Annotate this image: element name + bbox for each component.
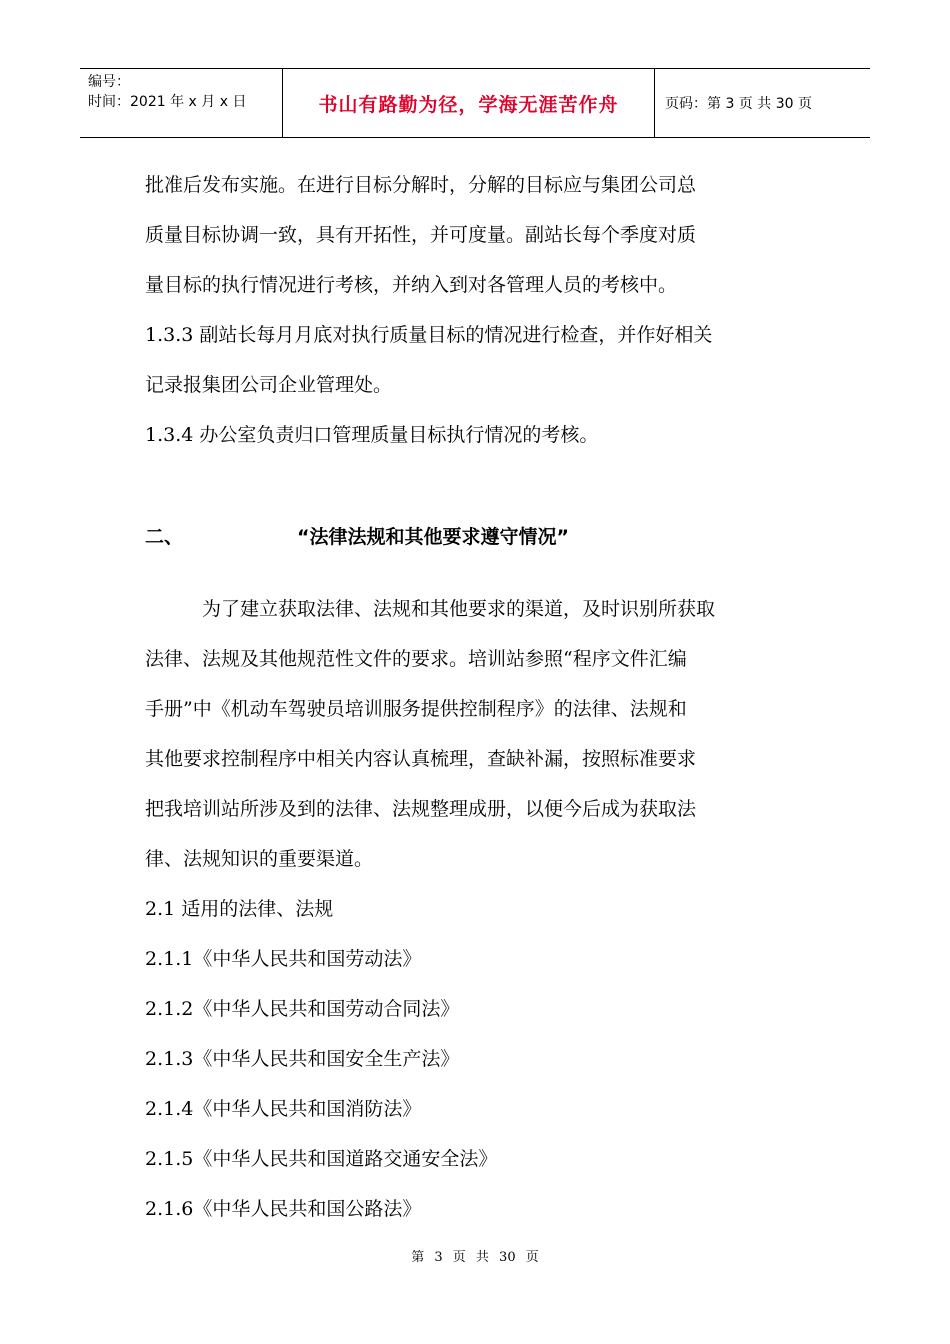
page-footer: 第 3 页 共 30 页: [411, 1250, 539, 1265]
text-line: 量目标的执行情况进行考核，并纳入到对各管理人员的考核中。: [145, 274, 678, 296]
text-line: 批准后发布实施。在进行目标分解时，分解的目标应与集团公司总: [145, 174, 697, 196]
document-number: 编号：: [88, 74, 130, 90]
laws-subheading: 2.1 适用的法律、法规: [145, 898, 334, 920]
law-list-item: 2.1.4《中华人民共和国消防法》: [145, 1098, 422, 1120]
item-1-3-3-line: 记录报集团公司企业管理处。: [145, 374, 393, 396]
law-list-item: 2.1.2《中华人民共和国劳动合同法》: [145, 998, 460, 1020]
paragraph-laws-intro: [145, 584, 810, 1234]
item-1-3-3-line: 1.3.3 副站长每月月底对执行质量目标的情况进行检查，并作好相关: [145, 324, 713, 346]
paragraph-continuation: [145, 160, 810, 460]
header-page-info: 页码：第 3 页 共 30 页: [665, 96, 812, 112]
text-line: 其他要求控制程序中相关内容认真梳理，查缺补漏，按照标准要求: [145, 748, 697, 770]
law-list-item: 2.1.6《中华人民共和国公路法》: [145, 1198, 422, 1220]
item-1-3-4: 1.3.4 办公室负责归口管理质量目标执行情况的考核。: [145, 424, 599, 446]
header-motto: 书山有路勤为径，学海无涯苦作舟: [318, 93, 619, 116]
section-title: “法律法规和其他要求遵守情况”: [297, 526, 569, 548]
document-date: 时间：2021 年 x 月 x 日: [88, 94, 247, 110]
text-line: 手册”中《机动车驾驶员培训服务提供控制程序》的法律、法规和: [145, 698, 687, 720]
law-list-item: 2.1.3《中华人民共和国安全生产法》: [145, 1048, 460, 1070]
section-number: 二、: [145, 526, 184, 548]
section-heading: [145, 512, 810, 562]
law-list-item: 2.1.5《中华人民共和国道路交通安全法》: [145, 1148, 498, 1170]
text-line: 律、法规知识的重要渠道。: [145, 848, 374, 870]
header-meta: [80, 69, 282, 137]
text-line: 法律、法规及其他规范性文件的要求。培训站参照“程序文件汇编: [145, 648, 687, 670]
text-line: 为了建立获取法律、法规和其他要求的渠道，及时识别所获取: [202, 598, 716, 620]
law-list-item: 2.1.1《中华人民共和国劳动法》: [145, 948, 422, 970]
text-line: 质量目标协调一致，具有开拓性，并可度量。副站长每个季度对质: [145, 224, 697, 246]
page-header: [80, 68, 870, 138]
text-line: 把我培训站所涉及到的法律、法规整理成册，以便今后成为获取法: [145, 798, 697, 820]
header-motto-cell: [282, 69, 655, 137]
